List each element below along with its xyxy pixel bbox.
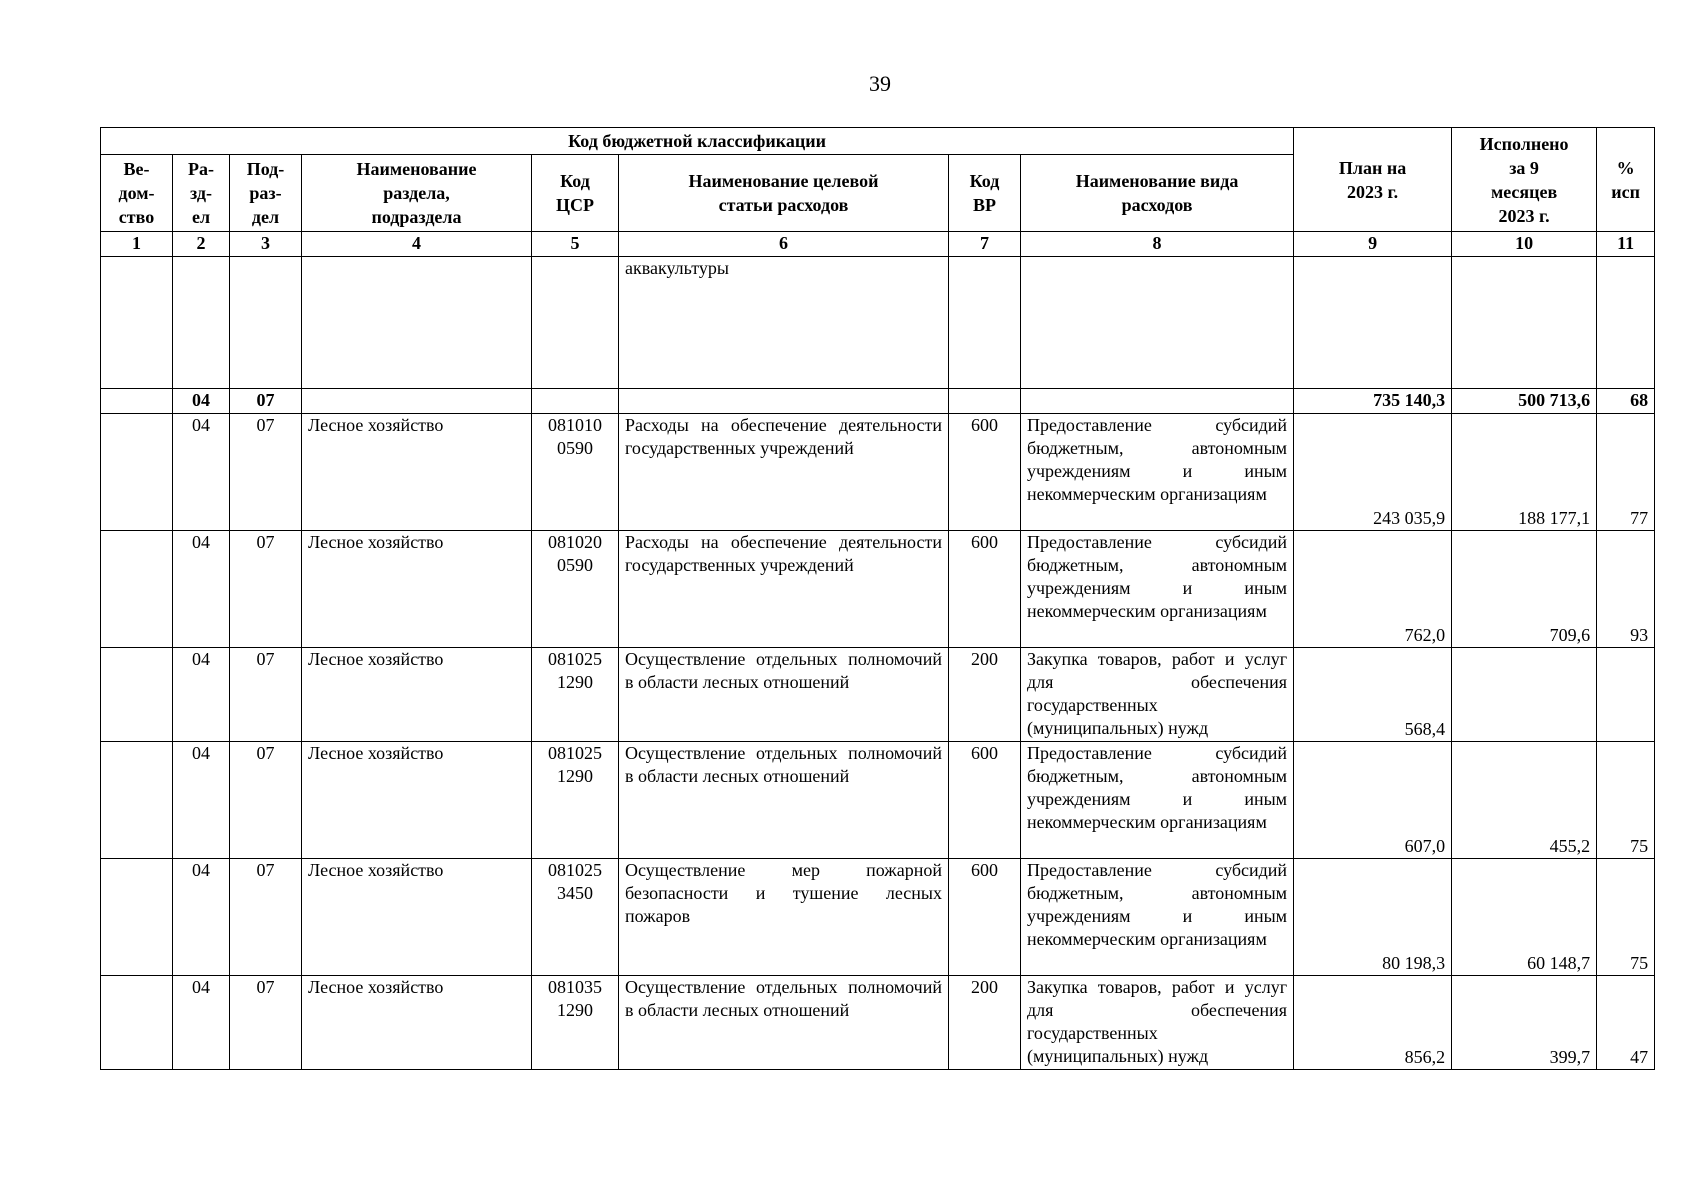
table-body xyxy=(101,257,1655,1070)
cell-done: 399,7 xyxy=(1452,976,1597,1070)
column-number: 3 xyxy=(230,232,302,257)
cell-razdel: 04 xyxy=(173,859,230,976)
header-name-razdel: Наименование раздела, подраздела xyxy=(302,155,532,232)
column-number: 6 xyxy=(619,232,949,257)
header-vr: Код ВР xyxy=(949,155,1021,232)
header-done: Исполнено за 9 месяцев 2023 г. xyxy=(1452,128,1597,232)
cell-percent: 75 xyxy=(1597,859,1655,976)
column-number: 10 xyxy=(1452,232,1597,257)
header-razdel: Ра- зд- ел xyxy=(173,155,230,232)
cell-podrazdel xyxy=(230,257,302,389)
cell-name-vr: Закупка товаров, работ и услуг для обеспечения государственных (муниципальных) нужд xyxy=(1021,976,1294,1070)
header-name-csr: Наименование целевой статьи расходов xyxy=(619,155,949,232)
header-csr: Код ЦСР xyxy=(532,155,619,232)
cell-podrazdel: 07 xyxy=(230,742,302,859)
header-group-title: Код бюджетной классификации xyxy=(101,128,1294,155)
cell-percent: 68 xyxy=(1597,389,1655,414)
cell-name-razdel: Лесное хозяйство xyxy=(302,648,532,742)
cell-name-razdel: Лесное хозяйство xyxy=(302,859,532,976)
cell-razdel: 04 xyxy=(173,976,230,1070)
cell-podrazdel: 07 xyxy=(230,648,302,742)
cell-vr: 600 xyxy=(949,531,1021,648)
column-number: 5 xyxy=(532,232,619,257)
cell-razdel: 04 xyxy=(173,531,230,648)
cell-name-razdel: Лесное хозяйство xyxy=(302,531,532,648)
cell-podrazdel: 07 xyxy=(230,859,302,976)
cell-podrazdel: 07 xyxy=(230,414,302,531)
cell-vedomstvo xyxy=(101,976,173,1070)
table-row xyxy=(101,414,1655,531)
cell-vedomstvo xyxy=(101,742,173,859)
cell-vr: 200 xyxy=(949,648,1021,742)
cell-vr: 200 xyxy=(949,976,1021,1070)
cell-name-vr: Предоставление субсидий бюджетным, автономным учреждениям и иным некоммерческим организациям xyxy=(1021,414,1294,531)
cell-plan: 856,2 xyxy=(1294,976,1452,1070)
cell-name-vr: Предоставление субсидий бюджетным, автономным учреждениям и иным некоммерческим организациям xyxy=(1021,531,1294,648)
subtotal-row xyxy=(101,389,1655,414)
cell-done: 709,6 xyxy=(1452,531,1597,648)
cell-name-vr: Предоставление субсидий бюджетным, автономным учреждениям и иным некоммерческим организациям xyxy=(1021,742,1294,859)
cell-plan: 762,0 xyxy=(1294,531,1452,648)
cell-vedomstvo xyxy=(101,414,173,531)
cell-vr: 600 xyxy=(949,414,1021,531)
cell-plan: 735 140,3 xyxy=(1294,389,1452,414)
cell-csr xyxy=(532,389,619,414)
cell-csr: 081010 0590 xyxy=(532,414,619,531)
column-number: 4 xyxy=(302,232,532,257)
cell-razdel: 04 xyxy=(173,389,230,414)
cell-plan xyxy=(1294,257,1452,389)
cell-vr xyxy=(949,257,1021,389)
page-number: 39 xyxy=(869,71,891,96)
table-row xyxy=(101,859,1655,976)
cell-razdel: 04 xyxy=(173,648,230,742)
cell-name-csr: аквакультуры xyxy=(619,257,949,389)
cell-vedomstvo xyxy=(101,389,173,414)
table-row xyxy=(101,257,1655,389)
cell-percent: 93 xyxy=(1597,531,1655,648)
column-number: 11 xyxy=(1597,232,1655,257)
column-number: 1 xyxy=(101,232,173,257)
column-number: 8 xyxy=(1021,232,1294,257)
cell-csr: 081025 3450 xyxy=(532,859,619,976)
budget-table xyxy=(100,127,1655,1070)
table-row xyxy=(101,742,1655,859)
table-row xyxy=(101,976,1655,1070)
cell-name-vr: Закупка товаров, работ и услуг для обеспечения государственных (муниципальных) нужд xyxy=(1021,648,1294,742)
cell-name-csr: Осуществление отдельных полномочий в области лесных отношений xyxy=(619,742,949,859)
cell-podrazdel: 07 xyxy=(230,531,302,648)
header-plan: План на 2023 г. xyxy=(1294,128,1452,232)
cell-name-csr: Осуществление мер пожарной безопасности и тушение лесных пожаров xyxy=(619,859,949,976)
cell-vedomstvo xyxy=(101,257,173,389)
cell-name-razdel: Лесное хозяйство xyxy=(302,414,532,531)
cell-name-csr xyxy=(619,389,949,414)
cell-name-csr: Осуществление отдельных полномочий в области лесных отношений xyxy=(619,976,949,1070)
cell-razdel xyxy=(173,257,230,389)
cell-name-vr xyxy=(1021,389,1294,414)
header-name-vr: Наименование вида расходов xyxy=(1021,155,1294,232)
cell-vedomstvo xyxy=(101,531,173,648)
cell-percent xyxy=(1597,257,1655,389)
cell-name-csr: Расходы на обеспечение деятельности государственных учреждений xyxy=(619,531,949,648)
cell-razdel: 04 xyxy=(173,414,230,531)
cell-done xyxy=(1452,648,1597,742)
cell-plan: 568,4 xyxy=(1294,648,1452,742)
header-percent: % исп xyxy=(1597,128,1655,232)
cell-name-vr xyxy=(1021,257,1294,389)
cell-done: 500 713,6 xyxy=(1452,389,1597,414)
cell-razdel: 04 xyxy=(173,742,230,859)
cell-plan: 607,0 xyxy=(1294,742,1452,859)
cell-vr: 600 xyxy=(949,742,1021,859)
cell-vedomstvo xyxy=(101,648,173,742)
column-numbers-row xyxy=(101,232,1655,257)
cell-csr: 081020 0590 xyxy=(532,531,619,648)
cell-done xyxy=(1452,257,1597,389)
cell-percent: 77 xyxy=(1597,414,1655,531)
cell-done: 455,2 xyxy=(1452,742,1597,859)
cell-name-csr: Расходы на обеспечение деятельности государственных учреждений xyxy=(619,414,949,531)
cell-vedomstvo xyxy=(101,859,173,976)
header-vedomstvo: Ве- дом- ство xyxy=(101,155,173,232)
cell-csr: 081025 1290 xyxy=(532,648,619,742)
cell-name-vr: Предоставление субсидий бюджетным, автономным учреждениям и иным некоммерческим организациям xyxy=(1021,859,1294,976)
cell-name-razdel: Лесное хозяйство xyxy=(302,976,532,1070)
table-row xyxy=(101,648,1655,742)
table-row xyxy=(101,531,1655,648)
cell-plan: 80 198,3 xyxy=(1294,859,1452,976)
cell-name-razdel xyxy=(302,257,532,389)
cell-name-razdel: Лесное хозяйство xyxy=(302,742,532,859)
cell-csr xyxy=(532,257,619,389)
cell-vr xyxy=(949,389,1021,414)
cell-percent xyxy=(1597,648,1655,742)
cell-csr: 081035 1290 xyxy=(532,976,619,1070)
cell-percent: 75 xyxy=(1597,742,1655,859)
cell-podrazdel: 07 xyxy=(230,389,302,414)
cell-percent: 47 xyxy=(1597,976,1655,1070)
cell-podrazdel: 07 xyxy=(230,976,302,1070)
header-podrazdel: Под- раз- дел xyxy=(230,155,302,232)
cell-done: 188 177,1 xyxy=(1452,414,1597,531)
cell-csr: 081025 1290 xyxy=(532,742,619,859)
cell-vr: 600 xyxy=(949,859,1021,976)
cell-name-csr: Осуществление отдельных полномочий в области лесных отношений xyxy=(619,648,949,742)
cell-name-razdel xyxy=(302,389,532,414)
column-number: 2 xyxy=(173,232,230,257)
column-number: 7 xyxy=(949,232,1021,257)
cell-plan: 243 035,9 xyxy=(1294,414,1452,531)
cell-done: 60 148,7 xyxy=(1452,859,1597,976)
column-number: 9 xyxy=(1294,232,1452,257)
